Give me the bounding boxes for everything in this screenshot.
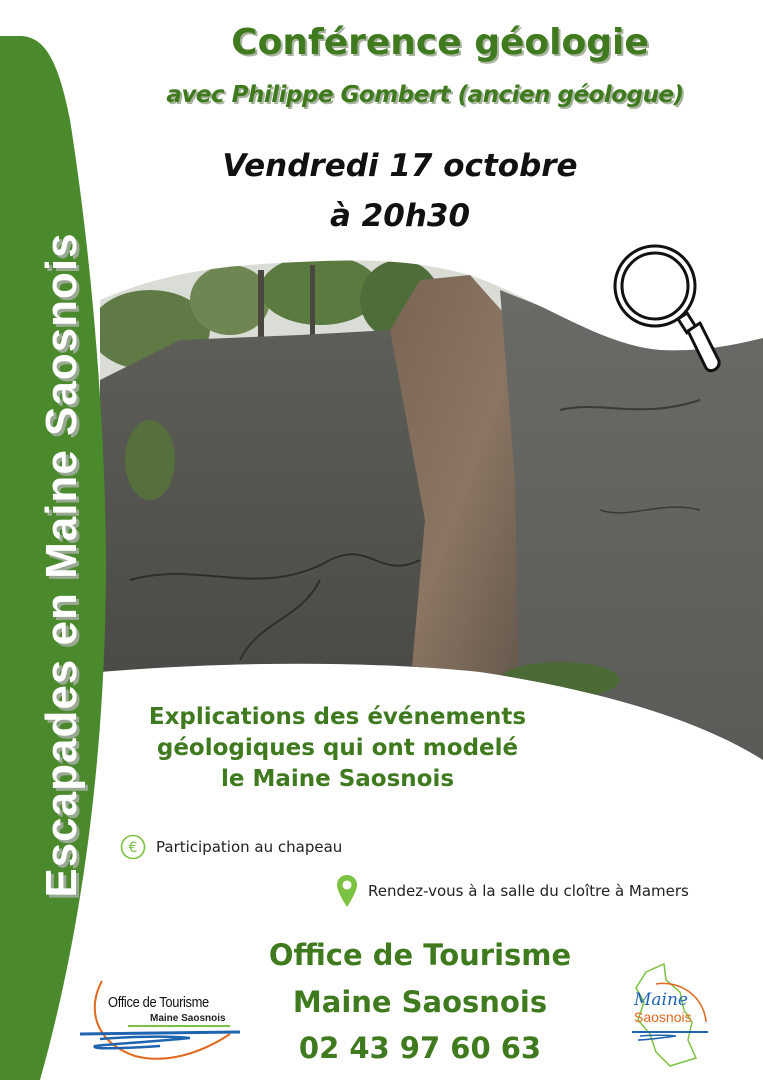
office-name: Office de Tourisme [268,938,572,972]
price-info [120,834,342,860]
event-date: Vendredi 17 octobre [222,148,578,184]
event-description [100,702,575,795]
map-pin-icon [336,874,358,908]
office-region: Maine Saosnois [292,985,548,1019]
logo-saosnois: Saosnois [634,1009,692,1025]
maine-saosnois-logo [626,962,710,1068]
location-info [336,874,689,908]
logo-maine: Maine [634,990,688,1010]
logo-line2: Maine Saosnois [150,1013,226,1024]
office-logo [80,976,250,1061]
office-phone: 02 43 97 60 63 [298,1031,542,1065]
logo-line1: Office de Tourisme [108,994,209,1011]
price-text: Participation au chapeau [156,838,343,856]
side-band-text: Escapades en Maine Saosnois [37,232,86,898]
location-text: Rendez-vous à la salle du cloître à Mamers [368,882,689,900]
page-title: Conférence géologie [231,22,649,63]
svg-text:€: € [128,840,138,856]
description-line: le Maine Saosnois [220,766,455,792]
magnifying-glass-icon [612,243,724,378]
event-time: à 20h30 [329,198,471,234]
euro-circle-icon [120,834,146,860]
description-line: Explications des événements [148,704,527,730]
description-line: géologiques qui ont modelé [156,735,519,761]
subtitle: avec Philippe Gombert (ancien géologue) [166,82,684,108]
